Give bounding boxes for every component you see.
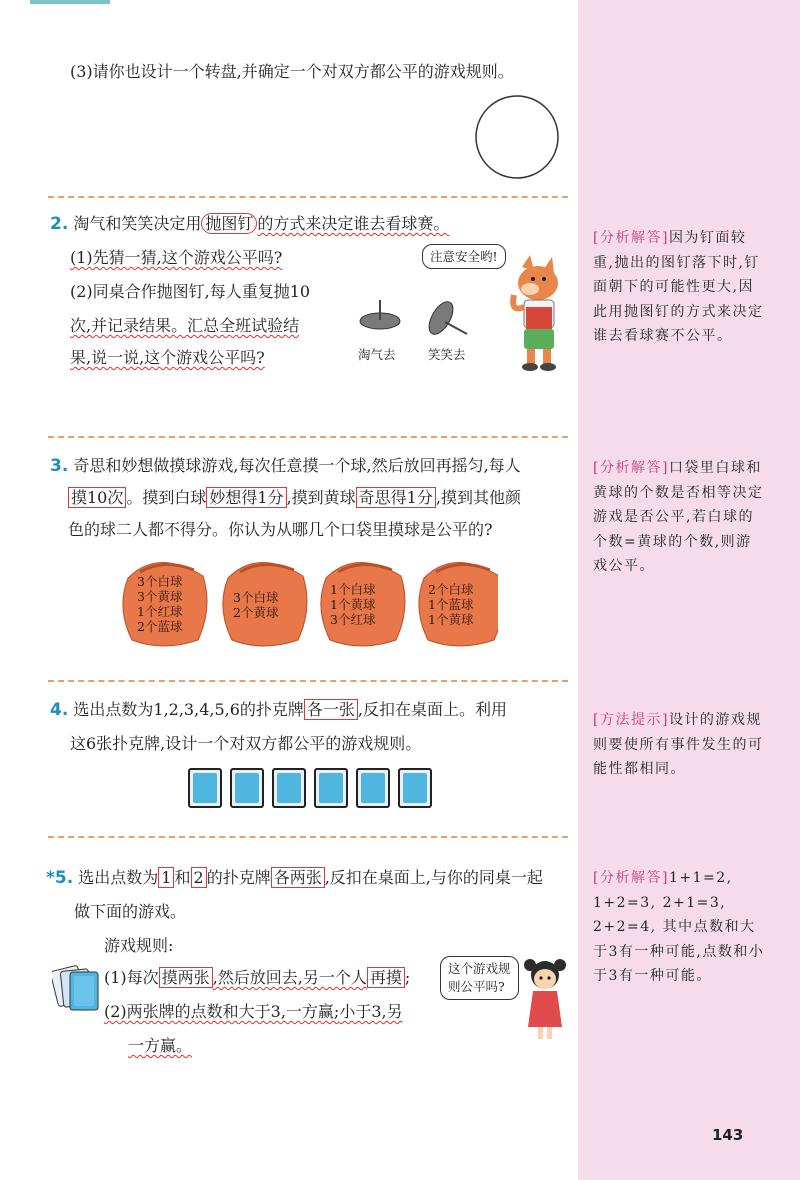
q5-rule1-a: (1)每次 [104,968,159,987]
sidebar-background [578,0,800,1180]
q2-sub2-line2: 次,并记录结果。汇总全班试验结 [70,316,300,335]
q3-line2 [68,488,521,508]
fox-character-icon [500,255,572,375]
bag-4-item-3: 1个黄球 [428,612,474,627]
side-note-4-tag: [分析解答] [593,870,669,886]
q2-number: 2. [50,214,69,234]
q2-text-post: 的方式来决定谁去看球赛。 [257,214,450,233]
q4-line1-a: 选出点数为1,2,3,4,5,6的扑克牌 [73,700,304,719]
bag-2-item-1: 3个白球 [233,590,279,605]
bag-1-item-3: 1个红球 [137,604,183,619]
q5-bubble-line2: 则公平吗? [448,979,505,994]
q3-box-1: 摸10次 [68,487,126,508]
thumbtack-pin-side-icon [424,298,467,338]
card-1 [188,768,222,808]
q3-box-2: 妙想得1分 [206,487,286,508]
card-4 [314,768,348,808]
girl-character-icon [520,955,570,1045]
q2-speech-bubble: 注意安全哟! [422,244,506,269]
q5-line1-a: 选出点数为 [78,868,159,887]
side-note-2-text: 口袋里白球和黄球的个数是否相等决定游戏是否公平,若白球的个数=黄球的个数,则游戏公平。 [593,460,764,574]
q5-line2: 做下面的游戏。 [74,902,187,921]
q3-line2-a: 。摸到白球 [126,488,207,507]
q3-line1 [50,456,521,476]
q3-line2-b: ,摸到黄球 [286,488,356,507]
q5-box-3: 各两张 [271,867,325,888]
label-taoqi: 淘气去 [358,347,396,362]
q4-line1 [50,700,507,720]
q5-speech-bubble [440,956,519,1000]
side-note-3-text: 设计的游戏规则要使所有事件发生的可能性都相同。 [593,712,764,777]
page-number: 143 [712,1126,744,1144]
q4-line2: 这6张扑克牌,设计一个对双方都公平的游戏规则。 [70,734,422,753]
top-accent-bar [30,0,110,4]
bag-4-item-1: 2个白球 [428,582,474,597]
q5-rule1 [104,968,410,988]
side-note-1-text: 因为钉面较重,抛出的图钉落下时,钉面朝下的可能性更大,因此用抛图钉的方式来决定谁去看球赛不公平。 [593,230,764,344]
q5-rule2-b: 小于3,另 [339,1002,403,1021]
q4-line1-b: ,反扣在桌面上。利用 [357,700,508,719]
bag-1-labels [137,574,182,634]
q4-box: 各一张 [304,699,358,720]
q2-title [50,214,449,234]
q2-sub2-line1: (2)同桌合作抛图钉,每人重复抛10 [70,282,311,301]
q5-rules-title: 游戏规则: [104,936,174,955]
bag-3-item-1: 1个白球 [330,582,376,597]
q5-rule2-a: (2)两张牌的点数和大于3,一方赢; [104,1002,340,1021]
q4-number: 4. [50,700,69,720]
side-note-2 [593,456,765,579]
label-xiaoxiao: 笑笑去 [428,347,466,362]
q5-line1 [46,868,543,888]
card-6 [398,768,432,808]
divider-4 [48,836,568,838]
bag-3-labels [330,582,375,627]
card-2 [230,768,264,808]
bag-2-labels [233,590,278,620]
q5-number: *5. [46,868,74,888]
side-note-3-tag: [方法提示] [593,712,669,728]
q5-bubble-line1: 这个游戏规 [448,961,511,976]
thumbtack-pin-up-icon [360,300,400,329]
q5-rule2 [104,1002,403,1022]
bag-3-item-3: 3个红球 [330,612,376,627]
bag-1-item-1: 3个白球 [137,574,183,589]
q5-box-2: 2 [191,867,207,888]
q5-rule1-box2: 再摸 [367,967,405,988]
divider-3 [48,680,568,682]
bag-1-item-4: 2个蓝球 [137,619,183,634]
bag-4-labels [428,582,473,627]
side-note-4 [593,866,765,989]
q5-box-1: 1 [158,867,174,888]
q3-number: 3. [50,456,69,476]
q5-rule1-c: ; [404,968,411,987]
q3-box-3: 奇思得1分 [356,487,436,508]
side-note-3 [593,708,765,782]
thumbtack-icons [355,296,475,346]
side-note-1-tag: [分析解答] [593,230,669,246]
q2-sub2-line3: 果,说一说,这个游戏公平吗? [70,348,265,367]
q5-line1-b: 的扑克牌 [206,868,271,887]
q5-rule1-box: 摸两张 [159,967,213,988]
bag-1-item-2: 3个黄球 [137,589,183,604]
q2-circled-text: 抛图钉 [201,213,257,234]
divider-2 [48,436,568,438]
spinner-circle [474,94,560,180]
q5-line1-c: ,反扣在桌面上,与你的同桌一起 [324,868,543,887]
card-5 [356,768,390,808]
side-note-4-text: 1+1=2, 1+2=3, 2+1=3, 2+2=4, 其中点数和大于3有一种可能,点数和小于3有一种可能。 [593,870,765,984]
q3-line3: 色的球二人都不得分。你认为从哪几个口袋里摸球是公平的? [68,520,493,539]
q-prev-sub3: (3)请你也设计一个转盘,并确定一个对双方都公平的游戏规则。 [70,62,514,81]
divider-1 [48,196,568,198]
q2-text-pre: 淘气和笑笑决定用 [73,214,202,233]
q3-line1-text: 奇思和妙想做摸球游戏,每次任意摸一个球,然后放回再摇匀,每人 [73,456,521,475]
bag-4-item-2: 1个蓝球 [428,597,474,612]
card-3 [272,768,306,808]
q3-line2-c: ,摸到其他颜 [435,488,521,507]
bag-2-item-2: 2个黄球 [233,605,279,620]
q5-rule1-b: ,然后放回去,另一个人 [212,968,367,987]
side-note-1 [593,226,765,349]
q5-rule2-cont: 一方赢。 [128,1036,193,1055]
bag-3-item-2: 1个黄球 [330,597,376,612]
card-stack-icon [52,962,104,1018]
side-note-2-tag: [分析解答] [593,460,669,476]
q5-and: 和 [174,868,191,887]
q2-sub1: (1)先猜一猜,这个游戏公平吗? [70,248,283,267]
